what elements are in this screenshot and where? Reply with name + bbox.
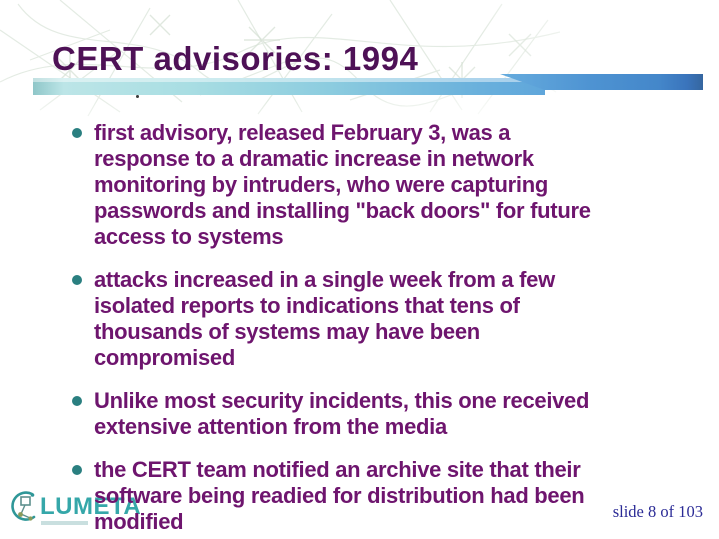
lumeta-logo-icon — [8, 516, 40, 533]
bullet-list — [72, 120, 702, 539]
bullet-icon — [72, 275, 82, 285]
bullet-icon — [72, 396, 82, 406]
bullet-line: extensive attention from the media — [94, 414, 447, 439]
bullet-item — [72, 267, 702, 371]
bullet-item — [72, 388, 702, 440]
bullet-line: attacks increased in a single week from a few — [94, 267, 555, 292]
bullet-line: passwords and installing "back doors" for future — [94, 198, 591, 223]
stray-period-mark — [136, 95, 139, 98]
bullet-line: thousands of systems may have been — [94, 319, 480, 344]
bullet-item — [72, 457, 702, 535]
bullet-line: first advisory, released February 3, was a — [94, 120, 511, 145]
bullet-item — [72, 120, 702, 250]
title-underline-bar-light — [33, 78, 545, 95]
bullet-line: response to a dramatic increase in network — [94, 146, 534, 171]
bullet-icon — [72, 465, 82, 475]
slide-title: CERT advisories: 1994 — [52, 40, 419, 77]
bullet-line: software being readied for distribution had been — [94, 483, 585, 508]
lumeta-logo-text: LUMETA — [40, 493, 142, 520]
bullet-line: isolated reports to indications that tens of — [94, 293, 520, 318]
bullet-line: modified — [94, 509, 184, 534]
bullet-line: access to systems — [94, 224, 284, 249]
bullet-line: compromised — [94, 345, 235, 370]
bullet-line: Unlike most security incidents, this one received — [94, 388, 590, 413]
bullet-icon — [72, 128, 82, 138]
bullet-line: monitoring by intruders, who were capturing — [94, 172, 549, 197]
bullet-line: the CERT team notified an archive site that their — [94, 457, 581, 482]
slide-counter: slide 8 of 103 — [612, 502, 703, 521]
